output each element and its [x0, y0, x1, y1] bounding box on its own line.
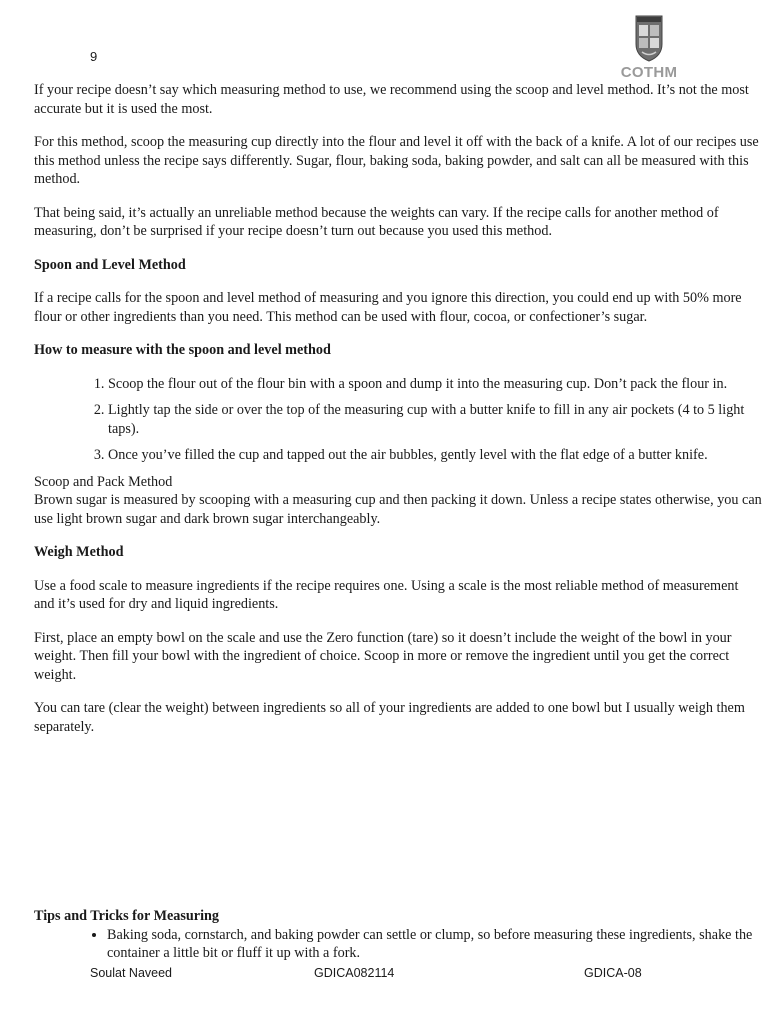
cothm-logo	[618, 14, 682, 82]
paragraph: First, place an empty bowl on the scale and use the Zero function (tare) so it doesn’t include the weight of the bowl in your weight. Then fill your bowl with the ingredient of choice. Scoop in more or remove the ingredient until you get the correct weight.	[34, 629, 732, 683]
tips-section	[34, 907, 762, 963]
paragraph: You can tare (clear the weight) between ingredients so all of your ingredients are added to one bowl but I usually weigh them separately.	[34, 700, 745, 735]
shield-crest-logo-icon	[618, 14, 680, 64]
paragraph: If your recipe doesn’t say which measuring method to use, we recommend using the scoop and level method. It’s not the most accurate but it is used the most.	[34, 82, 749, 117]
page-footer	[0, 966, 768, 984]
footer-student-id: GDICA082114	[314, 966, 395, 980]
section-heading-spoon-level: Spoon and Level Method	[34, 256, 186, 273]
logo-text: COTHM	[620, 64, 678, 81]
list-item: 3. Once you’ve filled the cup and tapped out the air bubbles, gently level with the flat edge of a butter knife.	[108, 446, 762, 465]
list-item: 1. Scoop the flour out of the flour bin with a spoon and dump it into the measuring cup. Don’t pack the flour in.	[108, 375, 762, 394]
section-heading-weigh: Weigh Method	[34, 544, 124, 560]
section-heading-tips: Tips and Tricks for Measuring	[34, 908, 219, 924]
paragraph: If a recipe calls for the spoon and level method of measuring and you ignore this direction, you could end up with 50% more flour or other ingredients than you need. This method can be used with flour, cocoa, or confectioner’s sugar.	[34, 290, 742, 325]
footer-course-code: GDICA-08	[584, 966, 642, 980]
paragraph: Use a food scale to measure ingredients if the recipe requires one. Using a scale is the most reliable method of measurement and it’s used for dry and liquid ingredients.	[34, 577, 739, 612]
tips-list	[34, 926, 762, 963]
steps-list	[34, 375, 762, 465]
paragraph: For this method, scoop the measuring cup directly into the flour and level it off with the back of a knife. A lot of our recipes use this method unless the recipe says differently. Sugar, flour, baking soda, baking powder, and salt can all be measured with this method.	[34, 134, 759, 187]
footer-author-name: Soulat Naveed	[90, 966, 173, 980]
paragraph: Brown sugar is measured by scooping with a measuring cup and then packing it down. Unless a recipe states otherwise, you can use light brown sugar and dark brown sugar interchangeably.	[34, 492, 762, 527]
list-item: 2. Lightly tap the side or over the top of the measuring cup with a butter knife to fill in any air pockets (4 to 5 light taps).	[108, 401, 762, 438]
section-heading-scoop-pack: Scoop and Pack Method	[34, 473, 173, 490]
section-heading-how-to-measure: How to measure with the spoon and level method	[34, 342, 331, 358]
document-body	[34, 81, 762, 751]
paragraph: That being said, it’s actually an unreliable method because the weights can vary. If the recipe calls for another method of measuring, don’t be surprised if your recipe doesn’t turn out because you used this method.	[34, 204, 719, 239]
list-item: • Baking soda, cornstarch, and baking powder can settle or clump, so before measuring these ingredients, shake the container a little bit or fluff it up with a fork.	[107, 926, 762, 963]
page-number: 9	[90, 49, 98, 64]
